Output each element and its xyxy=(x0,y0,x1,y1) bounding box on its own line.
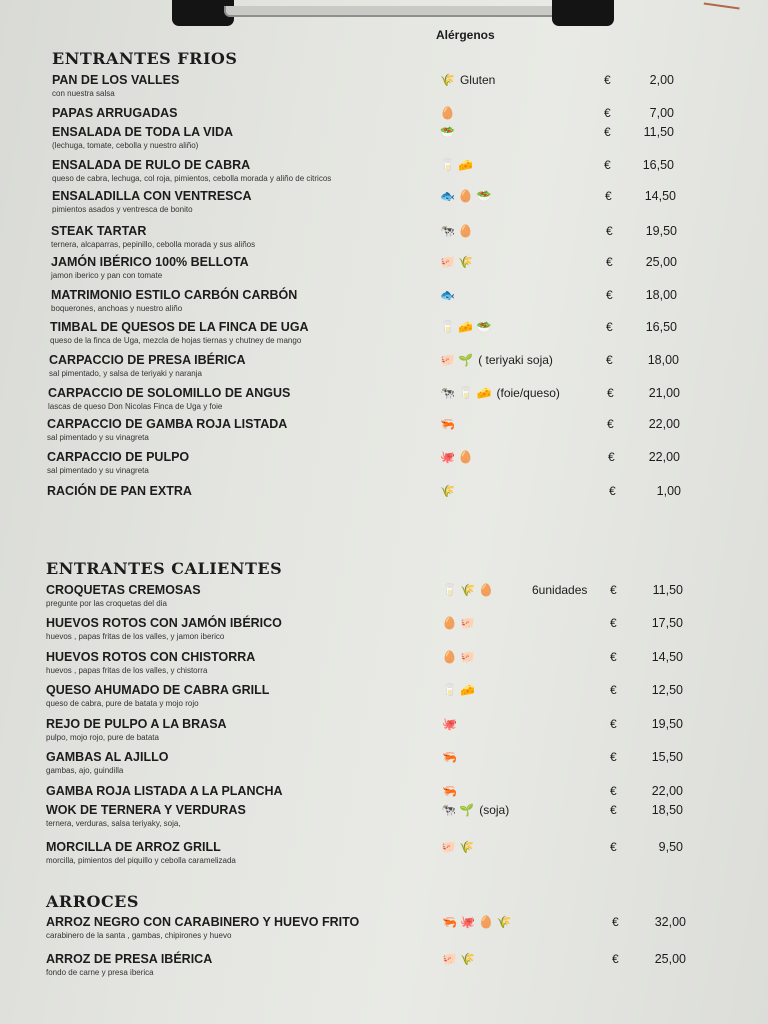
item-description: pimientos asados y ventresca de bonito xyxy=(52,205,193,214)
allergen-icon: 🥛 🧀 xyxy=(442,683,476,697)
allergen-icon: 🥛 🧀 🥗 xyxy=(440,320,492,334)
allergen-icons xyxy=(442,683,480,697)
section-title: ENTRANTES FRIOS xyxy=(52,49,238,68)
allergen-icon: 🌾 xyxy=(440,73,455,87)
currency-symbol: € xyxy=(606,288,613,302)
allergen-icons xyxy=(441,840,479,854)
item-price: 21,00 xyxy=(648,386,680,400)
allergen-icons xyxy=(442,616,480,630)
item-name: GAMBAS AL AJILLO xyxy=(46,750,169,764)
item-price: 1,00 xyxy=(656,484,681,498)
allergen-icon: 🐄 🥛 🧀 xyxy=(440,386,492,400)
item-price: 14,50 xyxy=(644,189,676,203)
item-price: 25,00 xyxy=(645,255,677,269)
currency-symbol: € xyxy=(607,386,614,400)
allergen-icons xyxy=(442,750,462,764)
item-description: pregunte por las croquetas del dia xyxy=(46,599,167,608)
allergen-icons xyxy=(441,803,509,817)
allergen-icons xyxy=(442,650,480,664)
item-description: sal pimentado, y salsa de teriyaki y naranja xyxy=(49,369,202,378)
allergens-header: Alérgenos xyxy=(436,28,495,42)
menu-item xyxy=(0,189,768,217)
allergen-icons xyxy=(440,255,478,269)
menu-item xyxy=(0,583,768,611)
menu-item xyxy=(0,616,768,644)
item-name: WOK DE TERNERA Y VERDURAS xyxy=(46,803,246,817)
currency-symbol: € xyxy=(606,224,613,238)
allergen-icon: 🌾 xyxy=(440,484,455,498)
item-description: queso de la finca de Uga, mezcla de hojas tiernas y chutney de mango xyxy=(50,336,302,345)
allergen-icons xyxy=(440,417,460,431)
menu-item xyxy=(0,353,768,381)
item-description: huevos , papas fritas de los valles, y chistorra xyxy=(46,666,208,675)
item-description: sal pimentado y su vinagreta xyxy=(47,466,149,475)
menu-item xyxy=(0,484,768,512)
currency-symbol: € xyxy=(604,73,611,87)
item-price: 11,50 xyxy=(643,125,674,139)
item-price: 18,00 xyxy=(645,288,677,302)
allergen-icon: 🦐 xyxy=(440,417,455,431)
menu-item xyxy=(0,650,768,678)
currency-symbol: € xyxy=(610,840,617,854)
currency-symbol: € xyxy=(605,189,612,203)
clipboard-clip xyxy=(172,0,614,28)
section-title: ENTRANTES CALIENTES xyxy=(46,559,283,578)
item-name: TIMBAL DE QUESOS DE LA FINCA DE UGA xyxy=(50,320,309,334)
currency-symbol: € xyxy=(604,106,611,120)
menu-item xyxy=(0,683,768,711)
item-name: CARPACCIO DE PULPO xyxy=(47,450,190,464)
item-price: 32,00 xyxy=(654,915,686,929)
item-description: sal pimentado y su vinagreta xyxy=(47,433,149,442)
item-description: ternera, alcaparras, pepinillo, cebolla morada y sus aliños xyxy=(51,240,256,249)
pen-tip xyxy=(704,0,741,9)
allergen-icon: 🐖 🌱 xyxy=(440,353,474,367)
menu-item xyxy=(0,750,768,778)
allergen-note: (soja) xyxy=(479,803,510,817)
allergen-icon: 🐙 🥚 xyxy=(440,450,474,464)
item-name: CARPACCIO DE GAMBA ROJA LISTADA xyxy=(47,417,288,431)
item-price: 18,00 xyxy=(647,353,679,367)
currency-symbol: € xyxy=(610,583,617,597)
menu-item xyxy=(0,224,768,252)
allergen-note: Gluten xyxy=(459,73,496,87)
item-quantity: 6unidades xyxy=(532,583,588,597)
allergen-icon: 🐖 🌾 xyxy=(442,952,476,966)
item-name: PAN DE LOS VALLES xyxy=(52,73,180,87)
item-description: jamon iberico y pan con tomate xyxy=(51,271,163,280)
allergen-icon: 🐖 🌾 xyxy=(441,840,475,854)
item-name: MORCILLA DE ARROZ GRILL xyxy=(46,840,221,854)
item-name: ARROZ DE PRESA IBÉRICA xyxy=(46,952,213,966)
currency-symbol: € xyxy=(610,803,617,817)
allergen-icons xyxy=(442,583,499,597)
currency-symbol: € xyxy=(604,125,611,139)
allergen-icon: 🦐 xyxy=(442,784,457,798)
item-description: con nuestra salsa xyxy=(52,89,115,98)
allergen-icons xyxy=(440,189,497,203)
item-description: huevos , papas fritas de los valles, y jamon iberico xyxy=(46,632,225,641)
item-description: fondo de carne y presa iberica xyxy=(46,968,154,977)
clip-wire xyxy=(224,6,562,17)
item-price: 25,00 xyxy=(654,952,686,966)
allergen-icon: 🥚 xyxy=(440,106,455,120)
allergen-note: (foie/queso) xyxy=(496,386,560,400)
item-description: queso de cabra, pure de batata y mojo rojo xyxy=(46,699,199,708)
item-price: 16,50 xyxy=(645,320,677,334)
item-name: JAMÓN IBÉRICO 100% BELLOTA xyxy=(51,255,249,269)
currency-symbol: € xyxy=(609,484,616,498)
currency-symbol: € xyxy=(610,650,617,664)
currency-symbol: € xyxy=(606,320,613,334)
item-description: queso de cabra, lechuga, col roja, pimientos, cebolla morada y aliño de citricos xyxy=(52,174,332,183)
currency-symbol: € xyxy=(606,255,613,269)
allergen-icon: 🐄 🥚 xyxy=(440,224,474,238)
item-price: 2,00 xyxy=(649,73,674,87)
menu-item xyxy=(0,840,768,868)
currency-symbol: € xyxy=(608,450,615,464)
item-name: ENSALADILLA CON VENTRESCA xyxy=(52,189,252,203)
allergen-note: ( teriyaki soja) xyxy=(478,353,553,367)
menu-item xyxy=(0,255,768,283)
section-title: ARROCES xyxy=(46,892,139,911)
item-price: 19,50 xyxy=(651,717,683,731)
menu-item xyxy=(0,320,768,348)
allergen-icons xyxy=(440,484,460,498)
item-price: 7,00 xyxy=(649,106,674,120)
allergen-icon: 🥛 🧀 xyxy=(440,158,474,172)
menu-item xyxy=(0,417,768,445)
currency-symbol: € xyxy=(610,784,617,798)
item-price: 16,50 xyxy=(642,158,674,172)
item-description: (lechuga, tomate, cebolla y nuestro aliño) xyxy=(52,141,199,150)
allergen-icons xyxy=(440,353,553,367)
item-name: ENSALADA DE RULO DE CABRA xyxy=(52,158,251,172)
allergen-icons xyxy=(440,73,495,87)
item-description: lascas de queso Don Nicolas Finca de Uga y foie xyxy=(48,402,223,411)
item-name: CARPACCIO DE PRESA IBÉRICA xyxy=(49,353,246,367)
menu-item xyxy=(0,915,768,943)
allergen-icon: 🥚 🐖 xyxy=(442,650,476,664)
allergen-icons xyxy=(440,158,478,172)
allergen-icon: 🦐 🐙 🥚 🌾 xyxy=(442,915,512,929)
item-name: HUEVOS ROTOS CON CHISTORRA xyxy=(46,650,256,664)
menu-item xyxy=(0,158,768,186)
currency-symbol: € xyxy=(607,417,614,431)
allergen-icon: 🐙 xyxy=(442,717,457,731)
currency-symbol: € xyxy=(604,158,611,172)
allergen-icons xyxy=(440,288,460,302)
item-price: 17,50 xyxy=(651,616,683,630)
currency-symbol: € xyxy=(612,915,619,929)
menu-item xyxy=(0,288,768,316)
menu-item xyxy=(0,717,768,745)
item-name: QUESO AHUMADO DE CABRA GRILL xyxy=(46,683,270,697)
item-price: 22,00 xyxy=(648,417,680,431)
allergen-icons xyxy=(440,450,478,464)
currency-symbol: € xyxy=(612,952,619,966)
menu-item xyxy=(0,125,768,153)
allergen-icons xyxy=(440,224,478,238)
item-name: HUEVOS ROTOS CON JAMÓN IBÉRICO xyxy=(46,616,282,630)
currency-symbol: € xyxy=(610,616,617,630)
item-name: ENSALADA DE TODA LA VIDA xyxy=(52,125,234,139)
item-price: 19,50 xyxy=(645,224,677,238)
item-description: morcilla, pimientos del piquillo y cebolla caramelizada xyxy=(46,856,236,865)
item-description: gambas, ajo, guindilla xyxy=(46,766,124,775)
item-price: 12,50 xyxy=(651,683,683,697)
allergen-icons xyxy=(442,784,462,798)
item-price: 15,50 xyxy=(651,750,683,764)
currency-symbol: € xyxy=(610,717,617,731)
item-price: 11,50 xyxy=(652,583,683,597)
item-name: GAMBA ROJA LISTADA A LA PLANCHA xyxy=(46,784,283,798)
item-price: 9,50 xyxy=(658,840,683,854)
currency-symbol: € xyxy=(610,683,617,697)
item-price: 22,00 xyxy=(651,784,683,798)
allergen-icons xyxy=(440,386,560,400)
menu-item xyxy=(0,803,768,831)
allergen-icon: 🐟 xyxy=(440,288,455,302)
item-name: REJO DE PULPO A LA BRASA xyxy=(46,717,227,731)
menu-item xyxy=(0,386,768,414)
allergen-icons xyxy=(442,915,517,929)
item-price: 14,50 xyxy=(651,650,683,664)
item-description: boquerones, anchoas y nuestro aliño xyxy=(51,304,183,313)
allergen-icon: 🥛 🌾 🥚 xyxy=(442,583,494,597)
currency-symbol: € xyxy=(610,750,617,764)
allergen-icon: 🥚 🐖 xyxy=(442,616,476,630)
menu-item xyxy=(0,952,768,980)
allergen-icons xyxy=(442,952,480,966)
allergen-icons xyxy=(440,125,460,139)
allergen-icons xyxy=(440,320,497,334)
allergen-icon: 🐄 🌱 xyxy=(441,803,475,817)
item-price: 18,50 xyxy=(651,803,683,817)
currency-symbol: € xyxy=(606,353,613,367)
item-price: 22,00 xyxy=(648,450,680,464)
clip-right-end xyxy=(552,0,614,26)
allergen-icon: 🐖 🌾 xyxy=(440,255,474,269)
menu-item xyxy=(0,73,768,101)
item-name: RACIÓN DE PAN EXTRA xyxy=(47,484,192,498)
allergen-icons xyxy=(442,717,462,731)
allergen-icon: 🐟 🥚 🥗 xyxy=(440,189,492,203)
allergen-icon: 🥗 xyxy=(440,125,455,139)
item-name: PAPAS ARRUGADAS xyxy=(52,106,178,120)
item-name: STEAK TARTAR xyxy=(51,224,147,238)
item-name: MATRIMONIO ESTILO CARBÓN CARBÓN xyxy=(51,288,298,302)
allergen-icons xyxy=(440,106,460,120)
item-description: carabinero de la santa , gambas, chipirones y huevo xyxy=(46,931,232,940)
menu-item xyxy=(0,450,768,478)
item-name: CARPACCIO DE SOLOMILLO DE ANGUS xyxy=(48,386,291,400)
allergen-icon: 🦐 xyxy=(442,750,457,764)
item-description: pulpo, mojo rojo, pure de batata xyxy=(46,733,159,742)
item-name: ARROZ NEGRO CON CARABINERO Y HUEVO FRITO xyxy=(46,915,360,929)
item-name: CROQUETAS CREMOSAS xyxy=(46,583,201,597)
item-description: ternera, verduras, salsa teriyaky, soja, xyxy=(46,819,181,828)
